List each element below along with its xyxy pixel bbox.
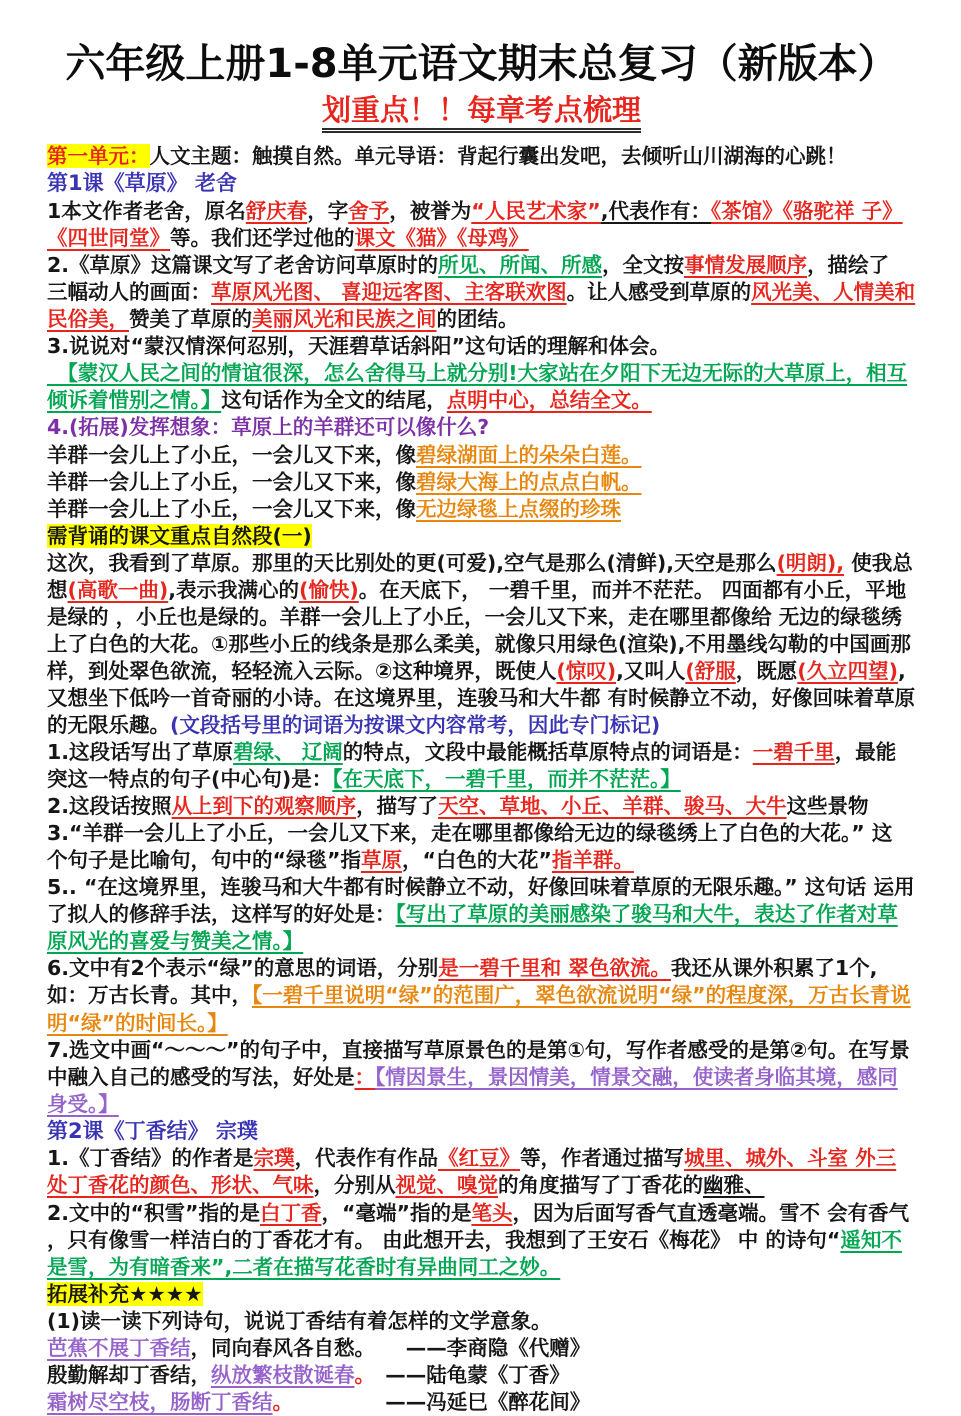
highlight-label: 第一单元：	[47, 144, 150, 169]
text-run: 【写出了草原的美丽感染了骏马和大牛，表达了作者对草原风光的喜爱与赞美之情。】	[47, 902, 898, 954]
text-run: 。	[272, 1389, 283, 1414]
text-run: 这次，我看到了草原。那里的天比别处的更(可爱),空气是那么(清鲜),天空是那么	[47, 550, 777, 575]
text-run: ——冯延巳《醉花间》	[282, 1389, 591, 1414]
text-run: 所见、所闻、所感	[438, 253, 603, 278]
highlight-label: 需背诵的课文重点自然段(一)	[47, 523, 312, 548]
paragraph	[47, 333, 916, 360]
text-run: 使我总想	[47, 550, 913, 602]
text-run: 幽雅、	[703, 1173, 765, 1198]
text-run: 我还从课外积累了1个,如：万古长青。其中，	[47, 956, 878, 1008]
text-run: 。	[354, 1362, 365, 1387]
text-run: 这些景物 3.“羊群一会儿上了小丘，一会儿又下来，走在哪里都像给无边的绿毯绣上了白色的大花。” 这 个句子是比喻句，句中的“绿毯”指	[47, 794, 893, 873]
text-run: ,又叫人	[616, 658, 686, 683]
paragraph	[47, 550, 916, 739]
paragraph	[47, 1145, 916, 1199]
text-run: 等，作者通过描写	[520, 1146, 685, 1171]
text-run: ，被誉为	[389, 199, 472, 224]
text-run: 【一碧千里说明“绿”的范围广，翠色欲流说明“绿”的程度深，万古长青说明“绿”的时间长。】	[47, 983, 911, 1035]
text-run: 5.. “在这境界里，连骏马和大牛都有时候静立不动，好像回味着草原的无限乐趣。” 这句话 运用了拟人的修辞手法，这样写的好处是：	[47, 875, 915, 927]
paragraph	[47, 1335, 916, 1362]
text-run: (舒服	[685, 658, 736, 683]
text-run: 宗璞	[253, 1146, 295, 1171]
text-run: 风光美、人情美和民俗美，	[47, 280, 916, 332]
text-run: 6.文中有2个表示“绿”的意思的词语，分别	[47, 956, 439, 981]
text-run: 4.(拓展)发挥想象：草原上的羊群还可以像什么?	[47, 415, 490, 440]
text-run: 【在天底下，一碧千里，而并不茫茫。】	[332, 767, 681, 792]
document-body	[47, 143, 916, 1416]
text-run: ,代表作有：	[600, 199, 712, 224]
text-run: 《红豆》	[438, 1146, 521, 1171]
text-run: 视觉、嗅觉	[395, 1173, 498, 1198]
text-run: 《茶馆》《骆驼祥 子》《四世同堂》	[47, 199, 903, 251]
paragraph	[47, 739, 916, 793]
text-run: (文段括号里的词语为按课文内容常考，因此专门标记)	[170, 713, 661, 737]
text-run: ,表示我满心的	[168, 577, 300, 602]
text-run: 碧绿大海上的点点白帆。	[416, 469, 642, 494]
text-run: 事情发展顺序	[684, 253, 808, 278]
paragraph	[47, 1281, 916, 1308]
text-run: ，“白色的大花”	[401, 848, 552, 873]
paragraph	[47, 523, 916, 550]
text-run: 2.这段话按照	[47, 794, 172, 819]
text-run: 等。我们还学过他的	[170, 226, 355, 251]
text-run: 3.说说对“蒙汉情深何忍别，天涯碧草话斜阳”这句话的理解和体会。	[47, 334, 670, 359]
text-run: 羊群一会儿上了小丘，一会儿又下来，像	[47, 442, 416, 467]
text-run: ，最能 突这一特点的句子(中心句)是：	[47, 740, 897, 792]
text-run: ，分别从	[313, 1173, 396, 1198]
text-run: 课文《猫》《母鸡》	[354, 226, 529, 251]
text-run: 美丽风光和民族之间	[252, 307, 437, 332]
paragraph	[47, 496, 916, 523]
paragraph	[47, 1200, 916, 1281]
text-run: 碧绿、 辽阔	[233, 740, 343, 765]
text-run: 一碧千里	[752, 740, 835, 765]
text-run: ，全文按	[602, 253, 685, 278]
text-run: 殷勤解却丁香结，	[47, 1362, 211, 1387]
text-run: (愉快)	[299, 577, 359, 602]
text-run: 的特点，文段中最能概括草原特点的词语是：	[342, 740, 753, 765]
text-run: ，既愿	[735, 658, 798, 683]
paragraph	[47, 793, 916, 874]
paragraph	[47, 1389, 916, 1416]
text-run: 羊群一会儿上了小丘，一会儿又下来，像	[47, 469, 416, 494]
text-run: (高歌一曲)	[67, 577, 169, 602]
text-run: ，代表作有作品	[294, 1146, 439, 1171]
section-heading	[47, 170, 916, 198]
document-subtitle: 划重点！！每章考点梳理	[322, 94, 641, 133]
paragraph	[47, 442, 916, 469]
section-heading	[47, 1118, 916, 1146]
text-run: ——陆龟蒙《丁香》	[364, 1362, 570, 1387]
paragraph	[47, 414, 916, 441]
text-run: 草原	[360, 848, 402, 873]
text-run: 人文主题：触摸自然。单元导语：背起行囊出发吧，去倾听山川湖海的心跳！	[149, 144, 847, 169]
paragraph	[47, 1037, 916, 1118]
text-run: 。在天底下， 一碧千里，而并不茫茫。 四面都有小丘，平地是绿的 ，小丘也是绿的。羊群一会儿上了小丘，一会儿又下来，走在哪里都像给 无边的绿毯绣上了白色的大花。①那些小丘的线条是那么柔美，就像只用绿色(渲染),不用墨线勾勒的中国画那样，到处翠色欲流，轻轻流入云际。②这种境界，既使人	[47, 577, 911, 683]
text-run: 【情因景生，景因情美，情景交融，使读者身临其境，感同身受。】	[47, 1064, 898, 1116]
text-run: 无边绿毯上点缀的珍珠	[416, 496, 621, 521]
document-title: 六年级上册1-8单元语文期末总复习（新版本）	[65, 41, 898, 87]
text-run: ,又想坐下低吟一首奇丽的小诗。在这境界里，连骏马和大牛都 有时候静立不动，好像回味着草原的无限乐趣。	[47, 658, 916, 737]
highlight-label: 拓展补充★★★★	[47, 1281, 203, 1306]
text-run: 的团结。	[436, 307, 519, 332]
text-run: 霜树尽空枝，肠断丁香结	[47, 1389, 273, 1414]
paragraph	[47, 955, 916, 1036]
paragraph	[47, 143, 916, 170]
text-run: 。让人感受到草原的	[566, 280, 752, 305]
text-run: (1)读一读下列诗句，说说丁香结有着怎样的文学意象。	[47, 1308, 552, 1333]
paragraph	[47, 252, 916, 333]
text-run: ，字	[307, 199, 349, 224]
paragraph	[47, 1308, 916, 1335]
text-run: 羊群一会儿上了小丘，一会儿又下来，像	[47, 496, 416, 521]
text-run: 的角度描写了丁香花的	[498, 1173, 703, 1198]
text-run: 天空、草地、小丘、羊群、骏马、大牛	[438, 794, 787, 819]
text-run: 2.文中的“积雪”指的是	[47, 1200, 260, 1225]
text-run: 1.《丁香结》的作者是	[47, 1146, 254, 1171]
text-run: ，描绘了 三幅动人的画面：	[47, 253, 890, 305]
text-run: 1.这段话写出了草原	[47, 740, 234, 765]
text-run: “人民艺术家”	[471, 199, 601, 224]
text-run: 碧绿湖面上的朵朵白莲。	[416, 442, 642, 467]
text-run: 7.选文中画“～～～”的句子中，直接描写草原景色的是第①句，写作者感受的是第②句。在写景中融入自己的感受的写法，好处是	[47, 1037, 910, 1089]
text-run: 是一碧千里和 翠色欲流。	[438, 956, 671, 981]
text-run: 点明中心，总结全文。	[446, 388, 652, 413]
text-run: ，因为后面写香气直透毫端。雪不 会有香气 ，只有像雪一样洁白的丁香花才有。 由此想开去，我想到了王安石《梅花》 中 的诗句“	[47, 1200, 910, 1252]
paragraph	[47, 469, 916, 496]
text-run: 舒庆春	[245, 199, 308, 224]
text-run: (久立四望)	[797, 658, 899, 683]
text-run: ，“毫端”指的是	[321, 1200, 472, 1225]
text-run: 笔头	[471, 1200, 513, 1225]
text-run: 第2课《丁香结》 宗璞	[47, 1118, 258, 1143]
text-run: 草原风光图、 喜迎远客图、主客联欢图	[211, 280, 567, 305]
subtitle-row	[47, 94, 916, 133]
paragraph	[47, 1362, 916, 1389]
text-run: 赞美了草原的	[129, 307, 252, 332]
text-run: 白丁香	[260, 1200, 322, 1225]
text-run: ：	[354, 1064, 375, 1089]
text-run: 1本文作者老舍，原名	[47, 199, 246, 224]
paragraph	[47, 874, 916, 955]
text-run: 纵放繁枝散诞春	[211, 1362, 355, 1387]
text-run: 舍予	[348, 199, 390, 224]
text-run: (惊叹)	[556, 658, 617, 683]
paragraph	[47, 198, 916, 252]
text-run: ，同向春风各自愁。 ——李商隐《代赠》	[190, 1335, 591, 1360]
text-run: 【蒙汉人民之间的情谊很深，怎么舍得马上就分别!大家站在夕阳下无边无际的大草原上，相互倾诉着惜别之情。】	[47, 361, 908, 413]
text-run: 这句话作为全文的结尾，	[221, 388, 447, 413]
text-run: ，描写了	[356, 794, 439, 819]
text-run: (明朗),	[776, 550, 845, 575]
paragraph	[47, 360, 916, 414]
text-run: 指羊群。	[551, 848, 634, 873]
text-run: 从上到下的观察顺序	[171, 794, 357, 819]
text-run: 遥知不是雪，为有暗香来”,二者在描写花香时有异曲同工之妙。	[47, 1227, 902, 1279]
text-run: 芭蕉不展丁香结	[47, 1335, 191, 1360]
text-run: 2.《草原》这篇课文写了老舍访问草原时的	[47, 253, 439, 278]
text-run: 城里、城外、斗室 外三处丁香花的颜色、形状、气味	[47, 1146, 897, 1198]
text-run: 第1课《草原》 老舍	[47, 171, 237, 196]
